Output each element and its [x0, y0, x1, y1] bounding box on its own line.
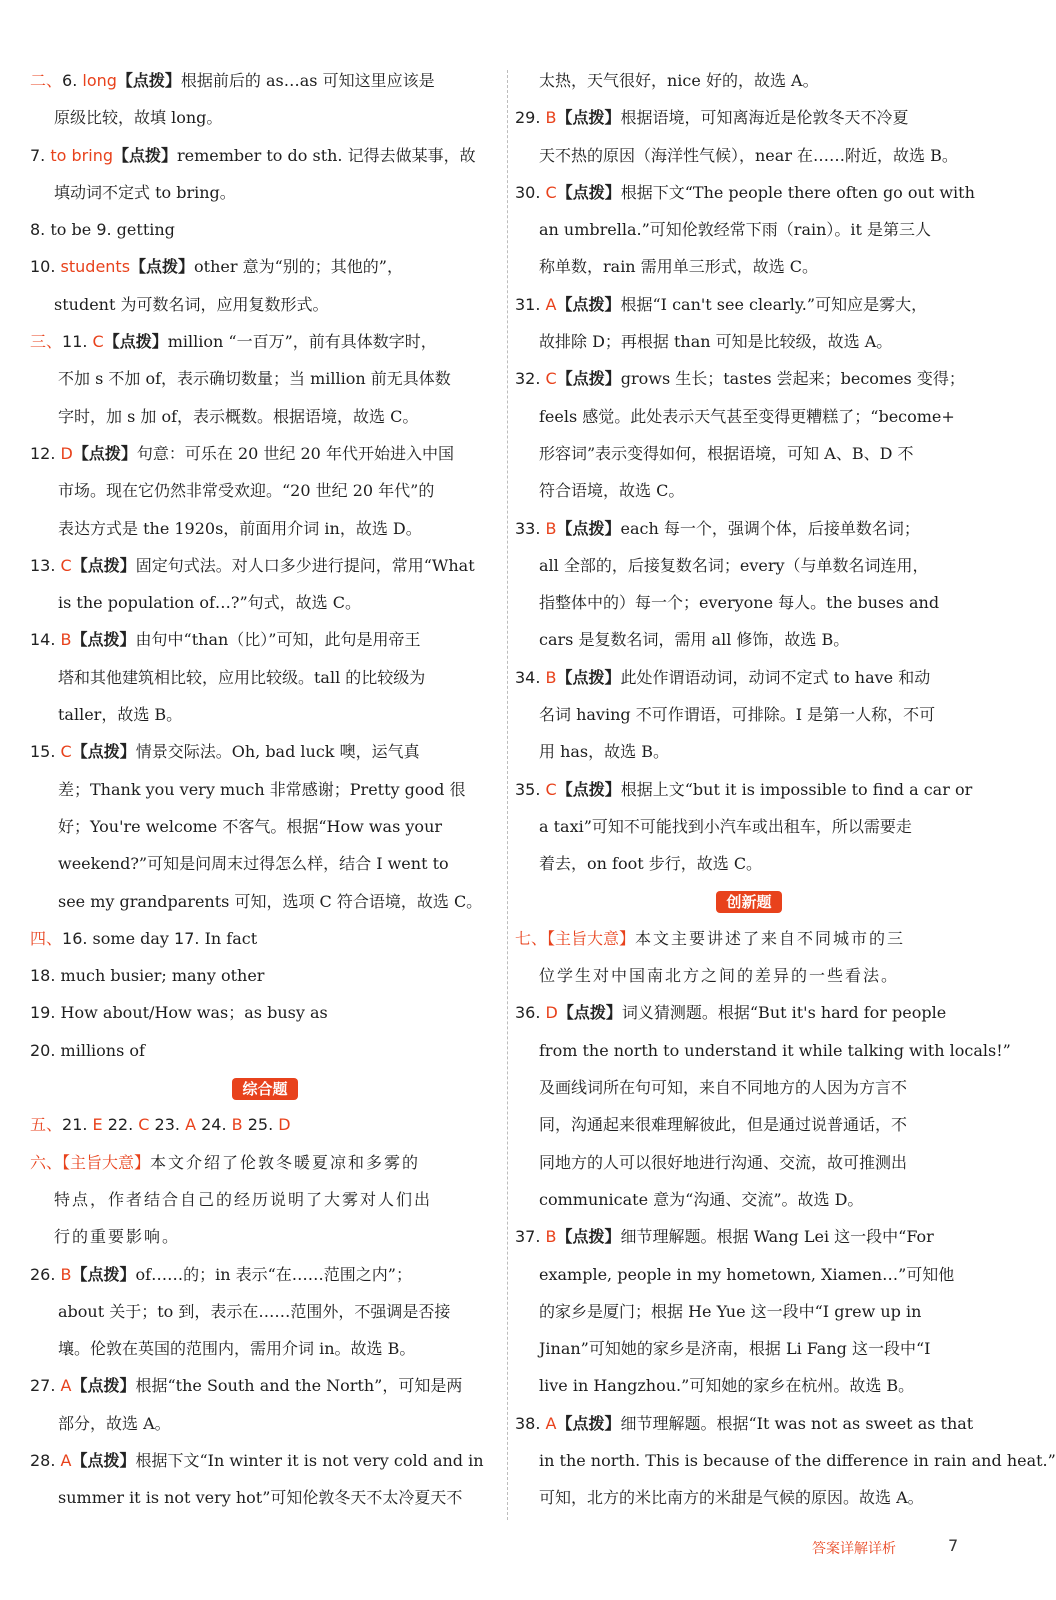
- section-banner: [30, 1069, 500, 1106]
- text-line: [515, 1442, 1056, 1479]
- text-line: [515, 1293, 983, 1330]
- explanation-text: 故排除 D；再根据 than 可知是比较级，故选 A。: [539, 332, 893, 352]
- text-line: [515, 62, 983, 99]
- explanation-text: a taxi”可知不可能找到小汽车或出租车，所以需要走: [539, 816, 912, 836]
- text-line: [30, 137, 500, 174]
- question-number: 38.: [515, 1413, 546, 1433]
- text-line: [30, 771, 500, 808]
- answer-letter: B: [545, 518, 557, 538]
- text-line: [515, 1367, 983, 1404]
- text-line: [515, 472, 983, 509]
- explanation-text: about 关于；to 到，表示在……范围外，不强调是否接: [58, 1301, 451, 1321]
- text-line: [30, 174, 500, 211]
- text-line: [30, 398, 500, 435]
- text-line: [30, 1144, 500, 1181]
- text-line: [515, 435, 983, 472]
- hint-tag: 【点拨】: [557, 1003, 622, 1023]
- question-number: 36.: [515, 1003, 546, 1023]
- section-marker: 六、: [30, 1152, 63, 1172]
- text-line: [30, 62, 500, 99]
- text-line: [515, 547, 983, 584]
- text-line: [515, 957, 983, 994]
- text-line: [30, 286, 500, 323]
- answer-letter: A: [185, 1115, 197, 1135]
- text-line: [515, 211, 983, 248]
- hint-tag: 【点拨】: [130, 257, 195, 277]
- text-line: [30, 1106, 500, 1143]
- text-line: [515, 286, 983, 323]
- text-line: [30, 808, 500, 845]
- hint-tag: 【点拨】: [556, 1227, 621, 1247]
- explanation-text: 指整体中的）每一个；everyone 每人。the buses and: [539, 593, 940, 613]
- explanation-text: 差；Thank you very much 非常感谢；Pretty good 很: [58, 779, 466, 799]
- answer-letter: students: [60, 257, 131, 277]
- explanation-text: 根据下文“In winter it is not very cold and in: [135, 1450, 484, 1470]
- text-line: [30, 1256, 500, 1293]
- question-number: 10.: [30, 257, 61, 277]
- explanation-text: 同，沟通起来很难理解彼此，但是通过说普通话，不: [539, 1115, 908, 1135]
- explanation-text: 可知，北方的米比南方的米甜是气候的原因。故选 A。: [539, 1488, 924, 1508]
- hint-tag: 【点拨】: [556, 779, 621, 799]
- answer-letter: C: [545, 369, 557, 389]
- hint-tag: 【点拨】: [71, 630, 136, 650]
- answer-letter: A: [545, 294, 557, 314]
- explanation-text: millions of: [60, 1040, 145, 1060]
- explanation-text: much busier; many other: [60, 966, 265, 986]
- text-line: [30, 1367, 500, 1404]
- question-number: 30.: [515, 182, 546, 202]
- explanation-text: feels 感觉。此处表示天气甚至变得更糟糕了；“become+: [539, 406, 955, 426]
- explanation-text: 市场。现在它仍然非常受欢迎。“20 世纪 20 年代”的: [58, 481, 435, 501]
- explanation-text: from the north to understand it while talking with locals!”: [539, 1040, 1011, 1060]
- explanation-text: 细节理解题。根据 Wang Lei 这一段中“For: [620, 1227, 934, 1247]
- explanation-text: 的家乡是厦门；根据 He Yue 这一段中“I grew up in: [539, 1301, 922, 1321]
- text-line: [30, 1218, 500, 1255]
- explanation-text: 根据“the South and the North”，可知是两: [135, 1376, 463, 1396]
- explanation-text: 塔和其他建筑相比较，应用比较级。tall 的比较级为: [58, 667, 426, 687]
- text-line: [30, 472, 500, 509]
- question-number: 15.: [30, 742, 61, 762]
- hint-tag: 【点拨】: [116, 71, 181, 90]
- main-idea-tag: 【主旨大意】: [547, 928, 636, 948]
- right-column: [515, 62, 1056, 1517]
- text-line: [515, 1032, 1011, 1069]
- question-number: 19.: [30, 1003, 61, 1023]
- answer-letter: to bring: [50, 145, 113, 165]
- text-line: [30, 1181, 500, 1218]
- answer-letter: B: [545, 1227, 557, 1247]
- text-line: [515, 398, 983, 435]
- text-line: [515, 1218, 983, 1255]
- text-line: [515, 808, 983, 845]
- explanation-text: 着去，on foot 步行，故选 C。: [539, 854, 763, 874]
- question-number: 20.: [30, 1040, 61, 1060]
- text-line: [30, 1479, 500, 1516]
- explanation-text: 表达方式是 the 1920s，前面用介词 in，故选 D。: [58, 518, 422, 538]
- explanation-text: In fact: [204, 928, 258, 948]
- hint-tag: 【点拨】: [556, 182, 621, 202]
- page-number: 7: [948, 1536, 959, 1555]
- hint-tag: 【点拨】: [71, 742, 136, 762]
- hint-tag: 【点拨】: [556, 518, 621, 538]
- text-line: [515, 771, 983, 808]
- hint-tag: 【点拨】: [72, 443, 137, 463]
- section-marker: 四、: [30, 928, 63, 948]
- explanation-text: 此处作谓语动词，动词不定式 to have 和动: [620, 667, 931, 687]
- explanation-text: 不加 s 不加 of，表示确切数量；当 million 前无具体数: [58, 369, 451, 389]
- hint-tag: 【点拨】: [71, 1450, 136, 1470]
- text-line: [30, 323, 500, 360]
- explanation-text: example, people in my hometown, Xiamen…”可知他: [539, 1264, 955, 1284]
- summary-text: 位学生对中国南北方之间的差异的一些看法。: [539, 966, 900, 986]
- answer-letter: B: [60, 630, 72, 650]
- explanation-text: Jinan”可知她的家乡是济南，根据 Li Fang 这一段中“I: [539, 1339, 931, 1359]
- text-line: [515, 1479, 983, 1516]
- question-number: 12.: [30, 443, 61, 463]
- question-number: 17.: [174, 928, 205, 948]
- summary-text: 本文主要讲述了来自不同城市的三: [635, 928, 906, 948]
- footer-label: 答案详解详析: [812, 1541, 896, 1557]
- explanation-text: 细节理解题。根据“It was not as sweet as that: [620, 1413, 974, 1433]
- question-number: 35.: [515, 779, 546, 799]
- explanation-text: How about/How was；as busy as: [60, 1003, 328, 1023]
- question-number: 29.: [515, 108, 546, 128]
- text-line: [30, 1032, 500, 1069]
- text-line: [30, 883, 500, 920]
- text-line: [515, 174, 983, 211]
- explanation-text: remember to do sth. 记得去做某事，故: [177, 145, 476, 165]
- explanation-text: weekend?”可知是问周末过得怎么样，结合 I went to: [58, 854, 449, 874]
- explanation-text: 及画线词所在句可知，来自不同地方的人因为方言不: [539, 1078, 908, 1098]
- hint-tag: 【点拨】: [112, 145, 177, 165]
- explanation-text: 根据“I can't see clearly.”可知应是雾大，: [620, 294, 928, 314]
- hint-tag: 【点拨】: [556, 369, 621, 389]
- left-column: [30, 62, 500, 1517]
- explanation-text: is the population of…?”句式，故选 C。: [58, 593, 361, 613]
- explanation-text: 名词 having 不可作谓语，可排除。I 是第一人称，不可: [539, 705, 936, 725]
- text-line: [515, 137, 983, 174]
- explanation-text: 用 has，故选 B。: [539, 742, 669, 762]
- explanation-text: 根据语境，可知离海近是伦敦冬天不冷夏: [620, 108, 909, 128]
- text-line: [515, 323, 983, 360]
- text-line: [515, 584, 983, 621]
- explanation-text: to be: [50, 220, 97, 240]
- question-number: 21.: [62, 1115, 93, 1135]
- answer-letter: E: [92, 1115, 103, 1135]
- explanation-text: 称单数，rain 需用单三形式，故选 C。: [539, 257, 819, 277]
- question-number: 32.: [515, 369, 546, 389]
- text-line: [515, 1144, 983, 1181]
- answer-letter: C: [60, 742, 72, 762]
- answer-letter: C: [545, 779, 557, 799]
- text-line: [30, 621, 500, 658]
- text-line: [30, 547, 500, 584]
- text-line: [515, 360, 983, 397]
- question-number: 37.: [515, 1227, 546, 1247]
- explanation-text: taller，故选 B。: [58, 705, 183, 725]
- explanation-text: 填动词不定式 to bring。: [54, 182, 236, 202]
- question-number: 24.: [196, 1115, 232, 1135]
- hint-tag: 【点拨】: [556, 667, 621, 687]
- section-marker: 七、: [515, 928, 548, 948]
- answer-letter: B: [231, 1115, 243, 1135]
- explanation-text: 形容词”表示变得如何，根据语境，可知 A、B、D 不: [539, 443, 914, 463]
- answer-letter: A: [60, 1450, 72, 1470]
- answer-letter: D: [545, 1003, 558, 1023]
- text-line: [30, 1405, 500, 1442]
- text-line: [515, 696, 983, 733]
- text-line: [515, 994, 983, 1031]
- section-banner-label: 创新题: [716, 891, 781, 913]
- explanation-text: 部分，故选 A。: [58, 1413, 171, 1433]
- explanation-text: an umbrella.”可知伦敦经常下雨（rain）。it 是第三人: [539, 220, 932, 240]
- text-line: [30, 957, 500, 994]
- text-line: [30, 99, 500, 136]
- text-line: [515, 1181, 983, 1218]
- explanation-text: 词义猜测题。根据“But it's hard for people: [621, 1003, 947, 1023]
- column-divider: [507, 70, 508, 1520]
- hint-tag: 【点拨】: [71, 555, 136, 575]
- explanation-text: 同地方的人可以很好地进行沟通、交流，故可推测出: [539, 1152, 908, 1172]
- answer-letter: long: [82, 71, 117, 90]
- explanation-text: other 意为“别的；其他的”，: [194, 257, 403, 277]
- answer-letter: A: [545, 1413, 557, 1433]
- question-number: 27.: [30, 1376, 61, 1396]
- explanation-text: million “一百万”，前有具体数字时，: [167, 332, 437, 352]
- section-marker: 三、: [30, 332, 63, 352]
- hint-tag: 【点拨】: [103, 332, 168, 352]
- explanation-text: student 为可数名词，应用复数形式。: [54, 294, 329, 314]
- text-line: [515, 1256, 983, 1293]
- explanation-text: communicate 意为“沟通、交流”。故选 D。: [539, 1189, 864, 1209]
- explanation-text: some day: [92, 928, 175, 948]
- hint-tag: 【点拨】: [71, 1264, 136, 1284]
- text-line: [515, 1069, 983, 1106]
- answer-letter: A: [60, 1376, 72, 1396]
- text-line: [30, 845, 500, 882]
- text-line: [30, 360, 500, 397]
- text-line: [30, 1442, 500, 1479]
- text-line: [515, 510, 983, 547]
- explanation-text: 根据上文“but it is impossible to find a car or: [620, 779, 973, 799]
- explanation-text: 原级比较，故填 long。: [54, 108, 223, 128]
- text-line: [30, 510, 500, 547]
- explanation-text: live in Hangzhou.”可知她的家乡在杭州。故选 B。: [539, 1376, 915, 1396]
- text-line: [30, 696, 500, 733]
- explanation-text: 情景交际法。Oh, bad luck 噢，运气真: [135, 742, 420, 762]
- question-number: 31.: [515, 294, 546, 314]
- text-line: [515, 1106, 983, 1143]
- explanation-text: 字时，加 s 加 of，表示概数。根据语境，故选 C。: [58, 406, 419, 426]
- explanation-text: of……的；in 表示“在……范围之内”；: [135, 1264, 412, 1284]
- answer-letter: C: [138, 1115, 150, 1135]
- question-number: 7.: [30, 145, 51, 165]
- question-number: 34.: [515, 667, 546, 687]
- section-banner-label: 综合题: [232, 1078, 297, 1100]
- question-number: 26.: [30, 1264, 61, 1284]
- hint-tag: 【点拨】: [556, 108, 621, 128]
- question-number: 25.: [242, 1115, 279, 1135]
- main-idea-tag: 【主旨大意】: [62, 1152, 151, 1172]
- answer-letter: C: [545, 182, 557, 202]
- answer-letter: B: [545, 667, 557, 687]
- text-line: [30, 211, 500, 248]
- question-number: 8.: [30, 220, 51, 240]
- explanation-text: 根据前后的 as…as 可知这里应该是: [180, 71, 435, 90]
- answer-letter: B: [545, 108, 557, 128]
- hint-tag: 【点拨】: [556, 1413, 621, 1433]
- text-line: [30, 994, 500, 1031]
- hint-tag: 【点拨】: [71, 1376, 136, 1396]
- text-line: [30, 248, 500, 285]
- question-number: 6.: [62, 71, 83, 90]
- explanation-text: 符合语境，故选 C。: [539, 481, 685, 501]
- explanation-text: 天不热的原因（海洋性气候），near 在……附近，故选 B。: [539, 145, 958, 165]
- text-line: [515, 248, 983, 285]
- answer-letter: D: [60, 443, 73, 463]
- text-line: [30, 659, 500, 696]
- answer-letter: C: [92, 332, 104, 352]
- text-line: [30, 920, 500, 957]
- explanation-text: 好；You're welcome 不客气。根据“How was your: [58, 816, 443, 836]
- question-number: 16.: [62, 928, 93, 948]
- text-line: [515, 99, 983, 136]
- explanation-text: grows 生长；tastes 尝起来；becomes 变得；: [620, 369, 965, 389]
- answer-letter: D: [278, 1115, 291, 1135]
- text-line: [515, 920, 983, 957]
- summary-text: 特点，作者结合自己的经历说明了大雾对人们出: [54, 1189, 433, 1209]
- text-line: [30, 1330, 500, 1367]
- explanation-text: getting: [116, 220, 175, 240]
- explanation-text: in the north. This is because of the difference in rain and heat.”: [539, 1450, 1056, 1470]
- explanation-text: 根据下文“The people there often go out with: [620, 182, 975, 202]
- text-line: [515, 845, 983, 882]
- text-line: [30, 435, 500, 472]
- summary-text: 本文介绍了伦敦冬暖夏凉和多雾的: [150, 1152, 421, 1172]
- explanation-text: each 每一个，强调个体，后接单数名词；: [620, 518, 920, 538]
- explanation-text: 句意：可乐在 20 世纪 20 年代开始进入中国: [136, 443, 454, 463]
- question-number: 18.: [30, 966, 61, 986]
- text-line: [515, 1405, 983, 1442]
- answer-letter: C: [60, 555, 72, 575]
- explanation-text: 壤。伦敦在英国的范围内，需用介词 in。故选 B。: [58, 1339, 416, 1359]
- section-marker: 五、: [30, 1115, 63, 1135]
- explanation-text: see my grandparents 可知，选项 C 符合语境，故选 C。: [58, 891, 483, 911]
- text-line: [515, 621, 983, 658]
- question-number: 23.: [149, 1115, 186, 1135]
- hint-tag: 【点拨】: [556, 294, 621, 314]
- question-number: 22.: [102, 1115, 139, 1135]
- section-marker: 二、: [30, 71, 63, 90]
- text-line: [30, 584, 500, 621]
- question-number: 9.: [96, 220, 117, 240]
- explanation-text: summer it is not very hot”可知伦敦冬天不太冷夏天不: [58, 1488, 463, 1508]
- text-line: [515, 733, 983, 770]
- question-number: 11.: [62, 332, 93, 352]
- text-line: [30, 1293, 500, 1330]
- text-line: [515, 1330, 983, 1367]
- explanation-text: 固定句式法。对人口多少进行提问，常用“What: [135, 555, 475, 575]
- question-number: 28.: [30, 1450, 61, 1470]
- section-banner: [515, 883, 983, 920]
- question-number: 33.: [515, 518, 546, 538]
- text-line: [515, 659, 983, 696]
- summary-text: 行的重要影响。: [54, 1227, 181, 1247]
- question-number: 13.: [30, 555, 61, 575]
- explanation-text: cars 是复数名词，需用 all 修饰，故选 B。: [539, 630, 850, 650]
- answer-letter: B: [60, 1264, 72, 1284]
- text-line: [30, 733, 500, 770]
- explanation-text: all 全部的，后接复数名词；every（与单数名词连用，: [539, 555, 929, 575]
- explanation-text: 由句中“than（比）”可知，此句是用帝王: [135, 630, 421, 650]
- explanation-text: 太热，天气很好，nice 好的，故选 A。: [539, 71, 819, 90]
- question-number: 14.: [30, 630, 61, 650]
